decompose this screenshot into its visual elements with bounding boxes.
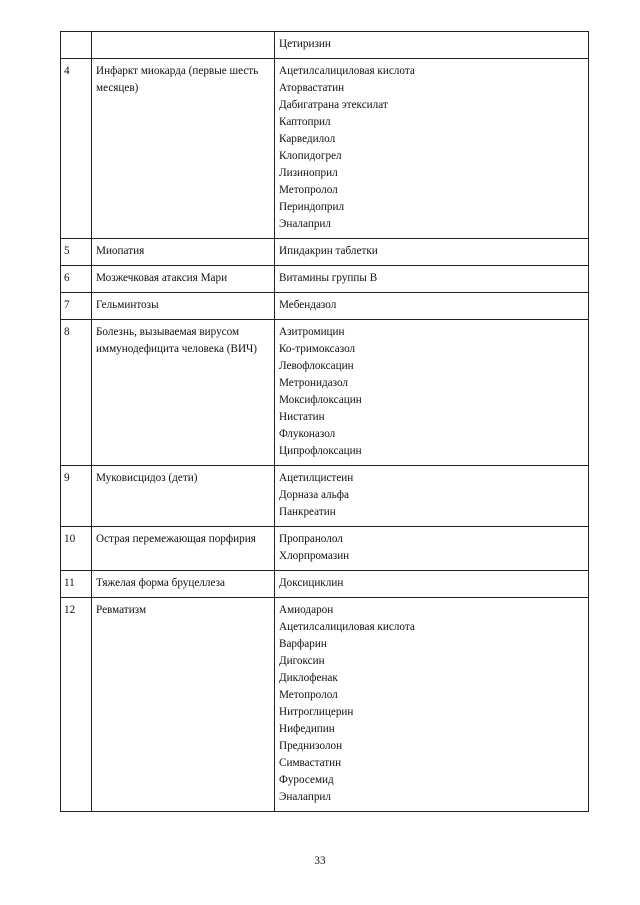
drug-name: Ацетилцистеин	[279, 472, 354, 484]
drug-name: Амиодарон	[279, 604, 334, 616]
table-row	[61, 571, 589, 598]
drug-name: Нитроглицерин	[279, 706, 354, 718]
table-row	[61, 239, 589, 266]
table-row	[61, 527, 589, 571]
drug-name: Симвастатин	[279, 757, 342, 769]
disease-cell	[92, 266, 275, 293]
drugs-cell	[275, 239, 589, 266]
drug-name: Каптоприл	[279, 116, 331, 128]
table-row	[61, 320, 589, 466]
drug-name: Метопролол	[279, 689, 338, 701]
disease-cell	[92, 320, 275, 466]
disease-name: Тяжелая форма бруцеллеза	[96, 577, 225, 589]
row-number-cell	[61, 32, 92, 59]
row-number-cell: 5	[61, 239, 92, 266]
drugs-cell	[275, 293, 589, 320]
drug-name: Лизиноприл	[279, 167, 338, 179]
disease-name: Миопатия	[96, 245, 145, 257]
disease-cell	[92, 466, 275, 527]
disease-cell	[92, 32, 275, 59]
drug-name: Дорназа альфа	[279, 489, 349, 501]
drug-name: Хлорпромазин	[279, 550, 350, 562]
drug-name: Нистатин	[279, 411, 325, 423]
drug-name: Клопидогрел	[279, 150, 342, 162]
row-number-cell: 11	[61, 571, 92, 598]
disease-name: Гельминтозы	[96, 299, 159, 311]
disease-name: Мозжечковая атаксия Мари	[96, 272, 228, 284]
table-row	[61, 466, 589, 527]
drug-name: Ацетилсалициловая кислота	[279, 65, 415, 77]
drug-name: Пропранолол	[279, 533, 343, 545]
drug-name: Ипидакрин таблетки	[279, 245, 378, 257]
drug-name: Цетиризин	[279, 38, 331, 50]
disease-cell	[92, 59, 275, 239]
table-row	[61, 266, 589, 293]
drug-name: Флуконазол	[279, 428, 336, 440]
drugs-cell	[275, 527, 589, 571]
disease-name: Болезнь, вызываемая вирусом иммунодефицита человека (ВИЧ)	[96, 326, 258, 355]
row-number-cell: 8	[61, 320, 92, 466]
drug-name: Панкреатин	[279, 506, 336, 518]
drug-name: Варфарин	[279, 638, 327, 650]
drugs-cell	[275, 466, 589, 527]
table-row	[61, 598, 589, 812]
drug-name: Витамины группы В	[279, 272, 378, 284]
drug-name: Нифедипин	[279, 723, 335, 735]
drug-name: Диклофенак	[279, 672, 338, 684]
disease-cell	[92, 571, 275, 598]
disease-name: Острая перемежающая порфирия	[96, 533, 256, 545]
drug-name: Фуросемид	[279, 774, 334, 786]
drug-name: Ацетилсалициловая кислота	[279, 621, 415, 633]
table-row	[61, 32, 589, 59]
page-number: 33	[314, 855, 326, 867]
drug-name: Карведилол	[279, 133, 336, 145]
drug-name: Преднизолон	[279, 740, 343, 752]
drug-name: Дабигатрана этексилат	[279, 99, 388, 111]
drug-name: Моксифлоксацин	[279, 394, 362, 406]
drug-name: Периндоприл	[279, 201, 345, 213]
table-body	[61, 32, 589, 812]
drug-name: Метронидазол	[279, 377, 348, 389]
disease-name: Инфаркт миокарда (первые шесть месяцев)	[96, 65, 259, 94]
drug-name: Доксициклин	[279, 577, 344, 589]
drug-table	[60, 31, 589, 812]
drugs-cell	[275, 571, 589, 598]
disease-name: Муковисцидоз (дети)	[96, 472, 198, 484]
row-number-cell: 7	[61, 293, 92, 320]
drug-name: Эналаприл	[279, 218, 331, 230]
drug-name: Эналаприл	[279, 791, 331, 803]
row-number-cell: 6	[61, 266, 92, 293]
drug-name: Аторвастатин	[279, 82, 345, 94]
drugs-cell	[275, 320, 589, 466]
row-number-cell: 10	[61, 527, 92, 571]
row-number-cell: 4	[61, 59, 92, 239]
drug-name: Дигоксин	[279, 655, 325, 667]
table-row	[61, 59, 589, 239]
drug-name: Левофлоксацин	[279, 360, 354, 372]
disease-cell	[92, 239, 275, 266]
table-row	[61, 293, 589, 320]
disease-name: Ревматизм	[96, 604, 147, 616]
drug-name: Ко-тримоксазол	[279, 343, 356, 355]
drug-name: Мебендазол	[279, 299, 337, 311]
drug-name: Метопролол	[279, 184, 338, 196]
disease-cell	[92, 598, 275, 812]
drug-name: Азитромицин	[279, 326, 345, 338]
disease-cell	[92, 293, 275, 320]
drug-name: Ципрофлоксацин	[279, 445, 362, 457]
row-number-cell: 9	[61, 466, 92, 527]
row-number-cell: 12	[61, 598, 92, 812]
drugs-cell	[275, 266, 589, 293]
disease-cell	[92, 527, 275, 571]
drugs-cell	[275, 32, 589, 59]
drugs-cell	[275, 598, 589, 812]
drugs-cell	[275, 59, 589, 239]
